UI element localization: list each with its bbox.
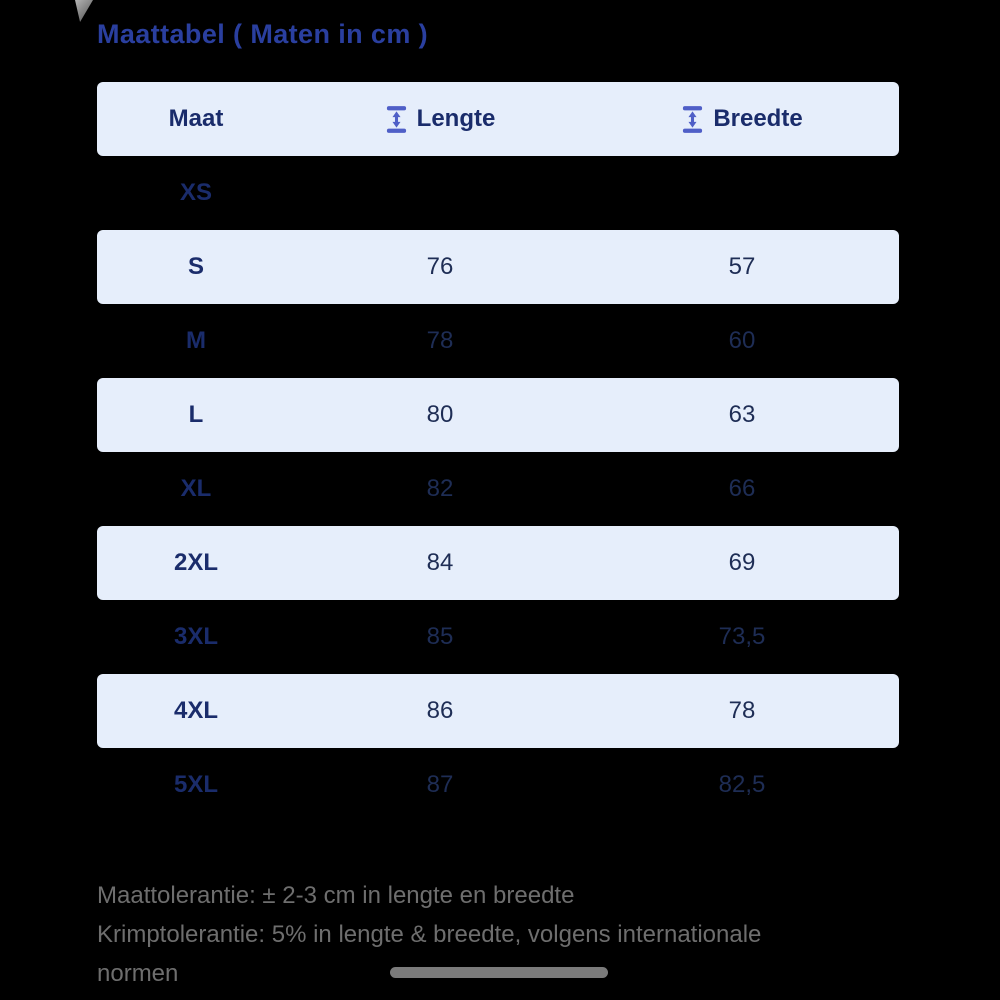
size-label: 3XL [173, 623, 218, 650]
lengte-value-cell [295, 253, 585, 281]
table-row [97, 674, 899, 748]
table-row [97, 156, 899, 230]
size-label: 2XL [173, 549, 218, 576]
breedte-value: 69 [728, 549, 756, 576]
size-label: XL [180, 475, 212, 502]
size-label-cell [97, 253, 295, 281]
size-label: L [188, 401, 204, 428]
lengte-value: 76 [426, 253, 454, 280]
breedte-value-cell [585, 253, 899, 281]
breedte-value-cell [585, 697, 899, 725]
lengte-value-cell [295, 327, 585, 355]
table-body [97, 156, 899, 822]
size-label-cell [97, 697, 295, 725]
breedte-value: 66 [728, 475, 756, 502]
breedte-value-cell [585, 327, 899, 355]
column-header-lengte [295, 105, 585, 133]
lengte-value-cell [295, 771, 585, 799]
breedte-value-cell [585, 771, 899, 799]
corner-fold-icon [75, 0, 93, 22]
breedte-value-cell [585, 475, 899, 503]
size-label-cell [97, 771, 295, 799]
lengte-value-cell [295, 549, 585, 577]
lengte-value: 78 [426, 327, 454, 354]
size-label-cell [97, 549, 295, 577]
breedte-value: 82,5 [718, 771, 766, 798]
lengte-value-cell [295, 697, 585, 725]
size-label-cell [97, 327, 295, 355]
size-label: M [186, 327, 206, 354]
size-label-cell [97, 475, 295, 503]
table-header-row [97, 82, 899, 156]
measure-height-icon [385, 106, 408, 133]
breedte-value-cell [585, 401, 899, 429]
breedte-value: 63 [728, 401, 756, 428]
lengte-value: 80 [426, 401, 454, 428]
lengte-value-cell [295, 401, 585, 429]
size-label-cell [97, 623, 295, 651]
breedte-value: 60 [728, 327, 756, 354]
tolerance-note-line: normen [97, 960, 179, 987]
breedte-value: 73,5 [718, 623, 766, 650]
size-label: S [187, 253, 204, 280]
lengte-value: 84 [426, 549, 454, 576]
lengte-value: 85 [426, 623, 454, 650]
size-chart-title: Maattabel ( Maten in cm ) [97, 19, 429, 49]
lengte-value: 82 [426, 475, 454, 502]
tolerance-note-line: Krimptolerantie: 5% in lengte & breedte, volgens internationale [97, 921, 762, 948]
column-header-maat [97, 105, 295, 133]
breedte-value: 57 [728, 253, 756, 280]
column-header-label: Maat [168, 105, 224, 132]
size-label-cell [97, 179, 295, 207]
table-row [97, 230, 899, 304]
table-row [97, 378, 899, 452]
column-header-label: Lengte [416, 105, 496, 132]
breedte-value-cell [585, 549, 899, 577]
size-table [97, 82, 899, 822]
breedte-value: 78 [728, 697, 756, 724]
size-label-cell [97, 401, 295, 429]
column-header-breedte [585, 105, 899, 133]
measure-height-icon [681, 106, 704, 133]
table-row [97, 526, 899, 600]
size-label: 5XL [173, 771, 218, 798]
table-row [97, 600, 899, 674]
size-label: XS [179, 179, 212, 206]
breedte-value-cell [585, 623, 899, 651]
table-row [97, 748, 899, 822]
table-row [97, 452, 899, 526]
size-label: 4XL [173, 697, 218, 724]
tolerance-note-line: Maattolerantie: ± 2-3 cm in lengte en breedte [97, 882, 575, 909]
horizontal-scrollbar-thumb[interactable] [390, 967, 608, 978]
lengte-value: 86 [426, 697, 454, 724]
lengte-value-cell [295, 623, 585, 651]
table-row [97, 304, 899, 378]
lengte-value-cell [295, 475, 585, 503]
lengte-value: 87 [426, 771, 454, 798]
column-header-label: Breedte [713, 105, 803, 132]
